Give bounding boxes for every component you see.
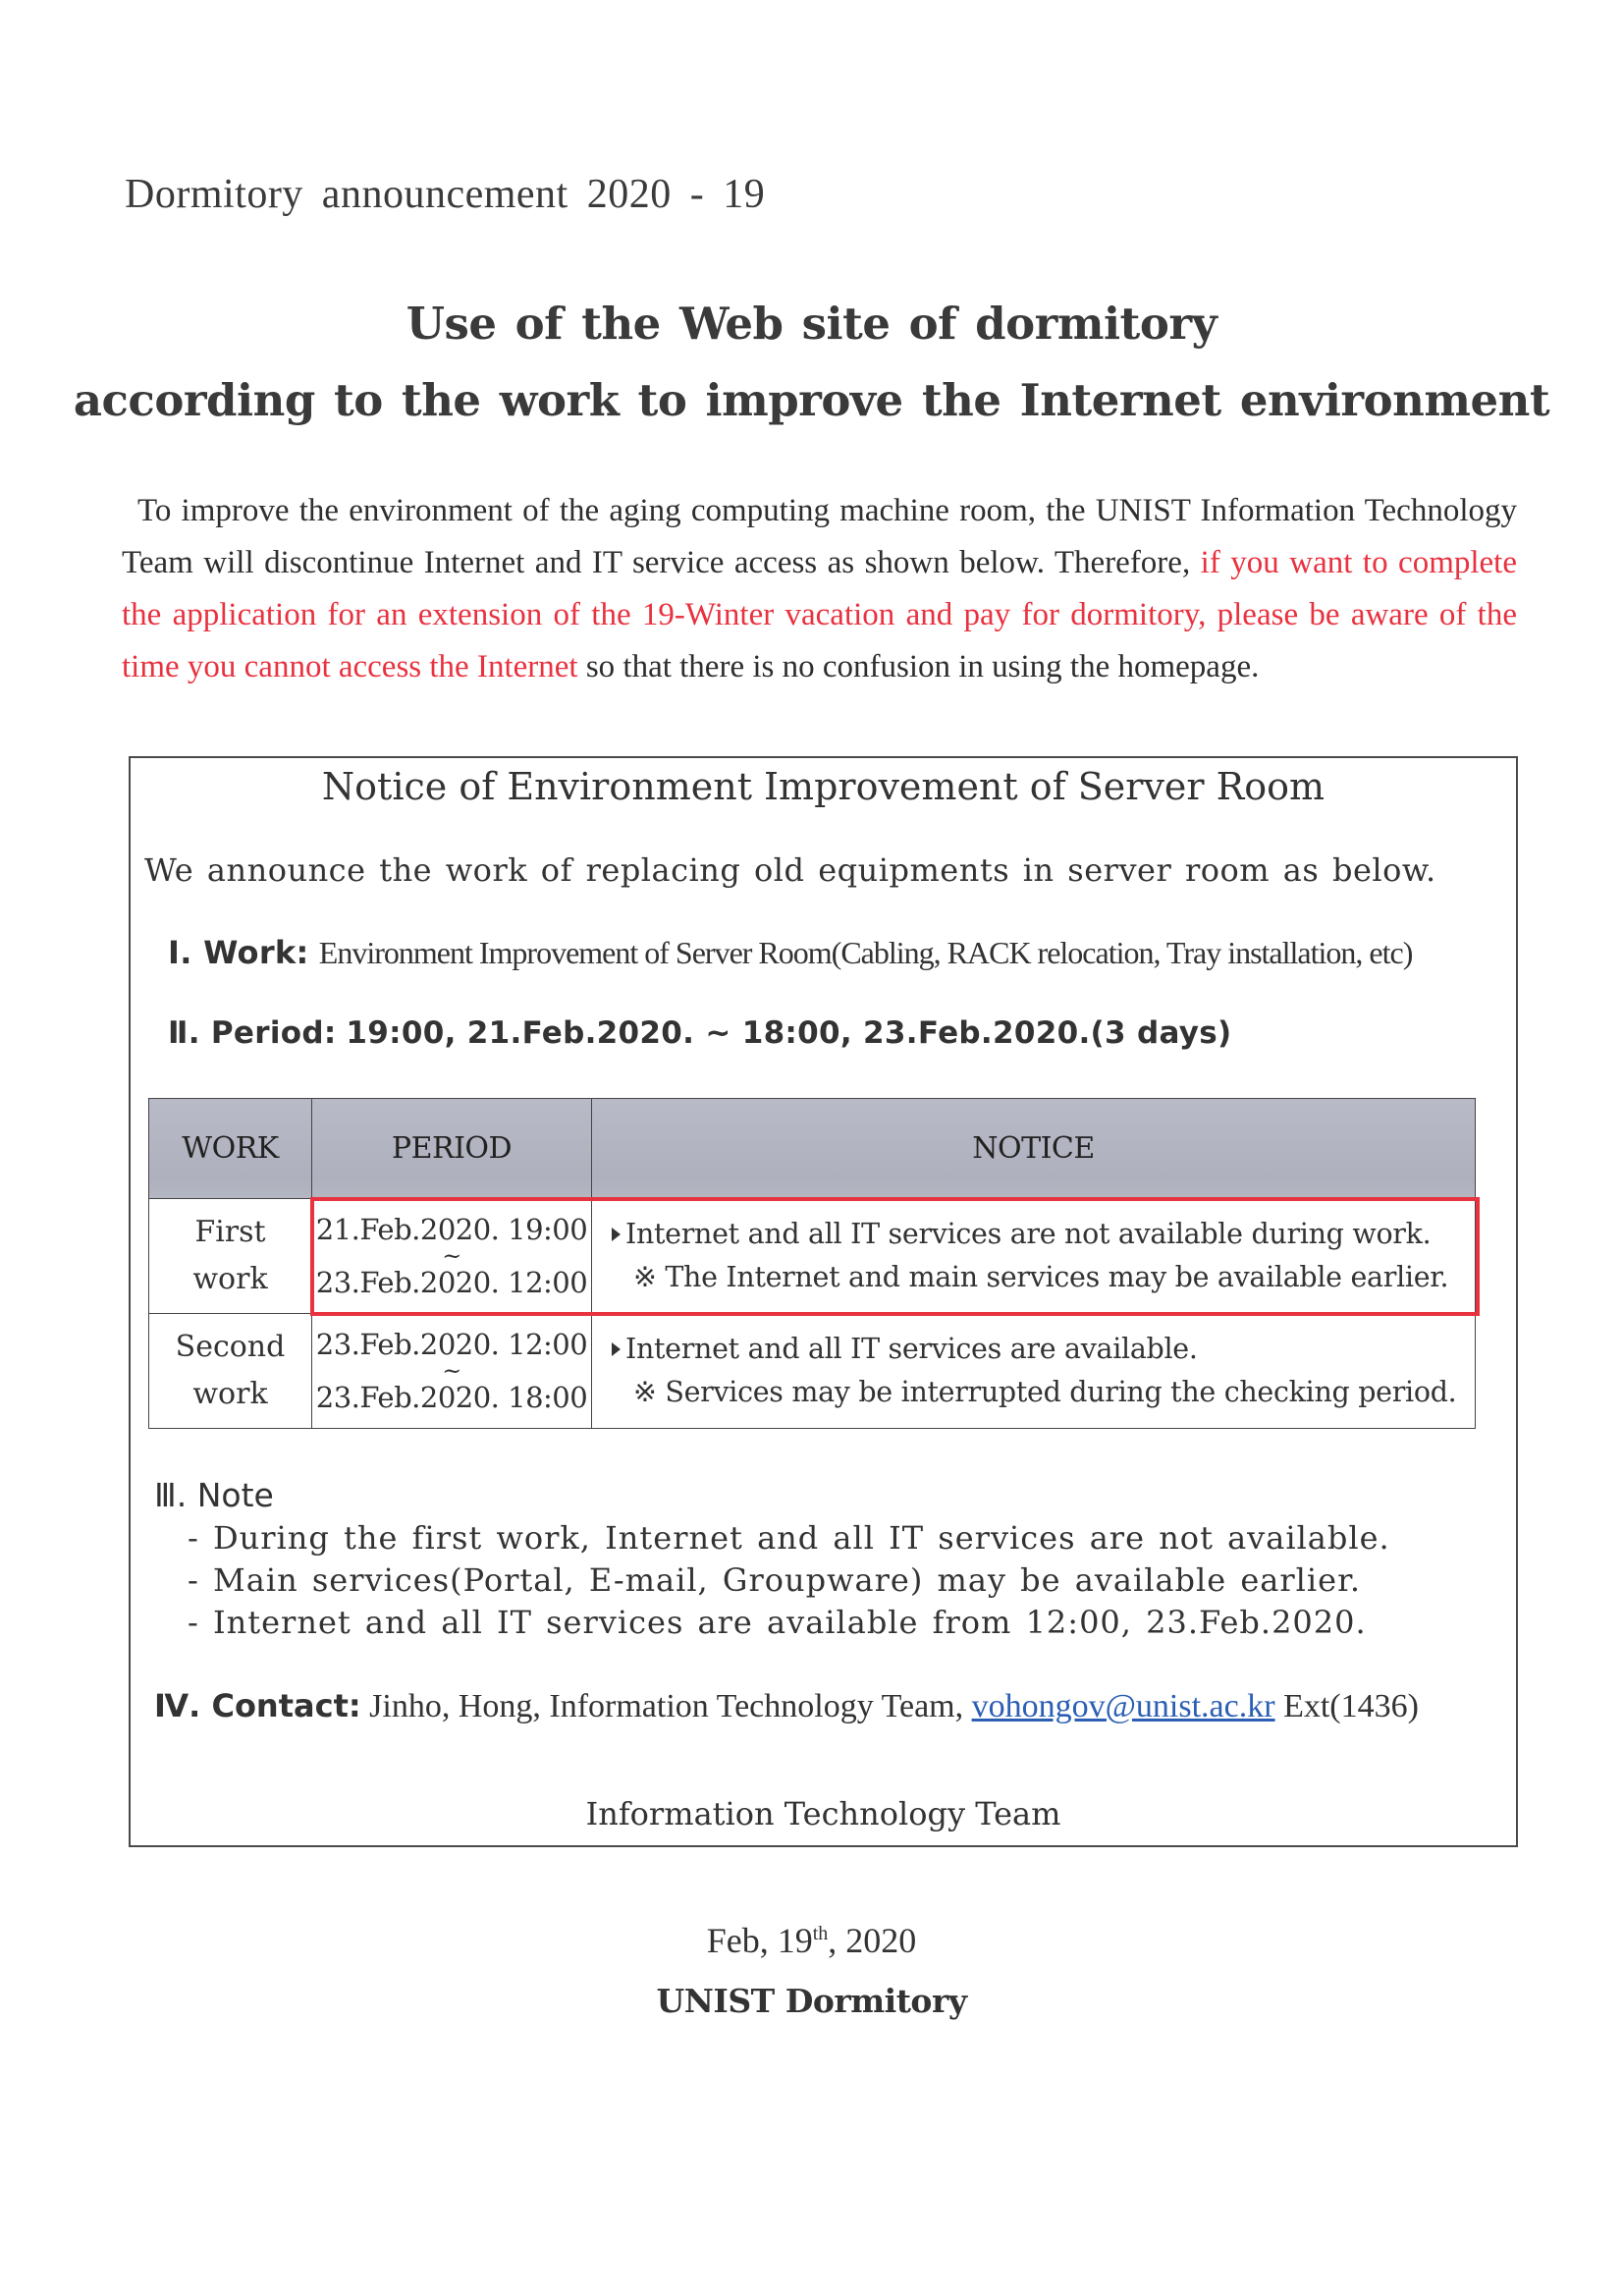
notice-box-intro: We announce the work of replacing old equipments in server room as below. — [144, 851, 1436, 889]
page-title-line-2: according to the work to improve the Internet environment — [73, 374, 1550, 426]
schedule-table-wrap — [148, 1098, 1476, 1429]
header-period: PERIOD — [312, 1099, 592, 1199]
signature-team: Information Technology Team — [585, 1795, 1061, 1832]
issuer-org: UNIST Dormitory — [656, 1982, 967, 2020]
contact-ext: Ext(1436) — [1274, 1688, 1419, 1724]
announcement-number: Dormitory announcement 2020 - 19 — [125, 172, 766, 217]
note-item: - Internet and all IT services are available from 12:00, 23.Feb.2020. — [188, 1604, 1367, 1641]
work-cell — [149, 1199, 312, 1314]
period-separator: ~ — [442, 1242, 461, 1270]
date-year: , 2020 — [828, 1921, 917, 1960]
intro-text: To improve the environment of the aging computing machine room, the UNIST Information Technology Team will discontinue Internet and IT service access as shown below. Therefore, — [122, 493, 1517, 580]
work-item — [168, 931, 1496, 974]
period-value: 19:00, 21.Feb.2020. ~ 18:00, 23.Feb.2020.(3 days) — [346, 1015, 1232, 1051]
period-end: 23.Feb.2020. 18:00 — [315, 1381, 588, 1414]
period-end: 23.Feb.2020. 12:00 — [315, 1266, 588, 1299]
issue-date — [0, 1916, 1623, 1965]
period-label: Ⅱ. Period: — [168, 1015, 337, 1051]
work-cell — [149, 1314, 312, 1429]
triangle-bullet-icon — [612, 1342, 621, 1356]
work-name-line1: First — [194, 1215, 266, 1249]
work-name-line2: work — [192, 1377, 268, 1411]
date-suffix-sup: th — [812, 1923, 829, 1944]
notice-cell — [592, 1314, 1476, 1429]
table-row — [149, 1314, 1476, 1429]
period-start: 21.Feb.2020. 19:00 — [315, 1213, 588, 1246]
notice-main: Internet and all IT services are not available during work. — [625, 1218, 1432, 1250]
notice-cell — [592, 1199, 1476, 1314]
header-notice: NOTICE — [592, 1099, 1476, 1199]
notice-main: Internet and all IT services are available. — [625, 1333, 1198, 1365]
contact-value: Jinho, Hong, Information Technology Team, — [360, 1688, 972, 1724]
period-separator: ~ — [442, 1357, 461, 1385]
table-row — [149, 1199, 1476, 1314]
period-cell — [312, 1314, 592, 1429]
work-name-line2: work — [192, 1262, 268, 1296]
intro-highlight-text: if you want to complete the application for an extension of the 19-Winter vacation and pay for dormitory, please be aware of the time you cannot access the Internet — [122, 545, 1517, 684]
notice-sub: ※ Services may be interrupted during the checking period. — [633, 1376, 1457, 1408]
contact-line — [154, 1683, 1496, 1729]
period-item — [168, 1011, 1516, 1055]
date-main: Feb, 19 — [706, 1921, 813, 1960]
table-header-row — [149, 1099, 1476, 1199]
note-item: - During the first work, Internet and all IT services are not available. — [188, 1519, 1390, 1557]
work-label: Ⅰ. Work: — [168, 934, 309, 971]
intro-paragraph — [122, 485, 1517, 693]
notice-box — [129, 756, 1518, 1847]
intro-text-end: so that there is no confusion in using the homepage. — [577, 649, 1260, 684]
work-name-line1: Second — [175, 1330, 286, 1364]
triangle-bullet-icon — [612, 1228, 621, 1241]
period-cell — [312, 1199, 592, 1314]
period-start: 23.Feb.2020. 12:00 — [315, 1328, 588, 1361]
contact-label: Ⅳ. Contact: — [154, 1687, 361, 1724]
schedule-table — [148, 1098, 1476, 1429]
work-value: Environment Improvement of Server Room(Cabling, RACK relocation, Tray installation, etc) — [318, 935, 1413, 970]
notice-box-title: Notice of Environment Improvement of Server Room — [321, 765, 1325, 808]
note-item: - Main services(Portal, E-mail, Groupware) may be available earlier. — [188, 1561, 1362, 1599]
note-heading: Ⅲ. Note — [154, 1476, 274, 1514]
page-title-line-1: Use of the Web site of dormitory — [406, 298, 1217, 350]
contact-email-link[interactable]: vohongov@unist.ac.kr — [971, 1688, 1275, 1724]
header-work: WORK — [149, 1099, 312, 1199]
notice-sub: ※ The Internet and main services may be available earlier. — [633, 1261, 1449, 1293]
